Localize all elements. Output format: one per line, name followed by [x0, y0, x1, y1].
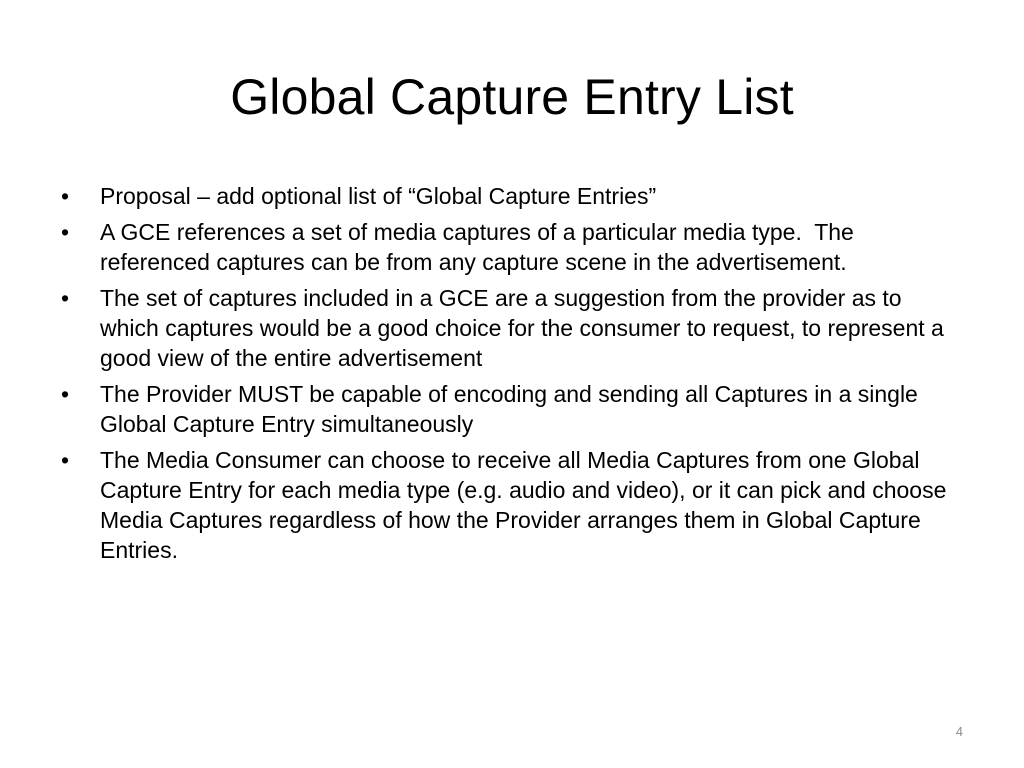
bullet-text: The Provider MUST be capable of encoding and sending all Captures in a single Global Capture Entry simultaneously — [100, 381, 925, 437]
slide-title: Global Capture Entry List — [230, 69, 794, 125]
bullet-item — [58, 379, 958, 439]
bullet-text: A GCE references a set of media captures of a particular media type. The referenced captures can be from any capture scene in the advertisement. — [100, 219, 861, 275]
bullet-list — [58, 181, 958, 571]
bullet-item — [58, 181, 958, 211]
bullet-icon: • — [61, 219, 70, 245]
bullet-text: Proposal – add optional list of “Global Capture Entries” — [100, 183, 657, 209]
bullet-item — [58, 217, 958, 277]
bullet-icon: • — [61, 381, 70, 407]
bullet-item — [58, 283, 958, 373]
bullet-text: The Media Consumer can choose to receive all Media Captures from one Global Capture Entry for each media type (e.g. audio and video), or it can pick and choose Media Captures regardless of how the Provider arranges them in Global Capture Entries. — [100, 447, 953, 563]
bullet-icon: • — [61, 183, 70, 209]
bullet-text: The set of captures included in a GCE are a suggestion from the provider as to which captures would be a good choice for the consumer to request, to represent a good view of the entire advertisement — [100, 285, 951, 371]
bullet-item — [58, 445, 958, 565]
bullet-icon: • — [61, 285, 70, 311]
bullet-icon: • — [61, 447, 70, 473]
slide-number: 4 — [955, 724, 963, 739]
